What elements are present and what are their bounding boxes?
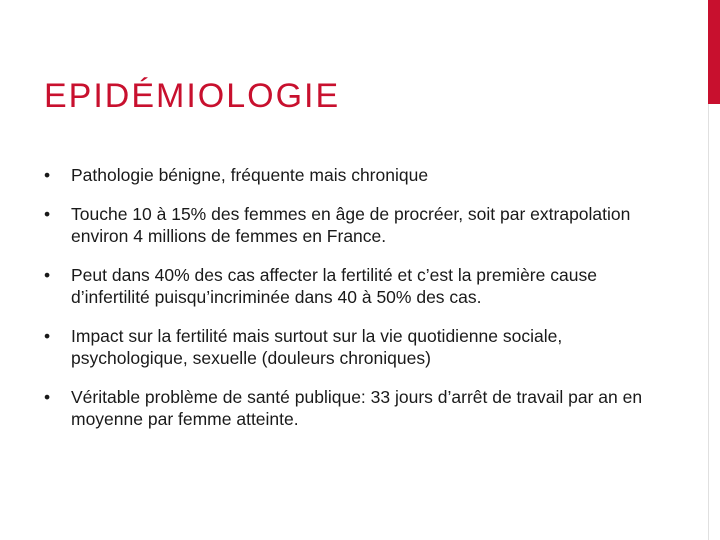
bullet-text: Pathologie bénigne, fréquente mais chronique (71, 165, 429, 185)
bullet-dot-icon: • (44, 204, 51, 224)
bullet-item (44, 325, 644, 369)
bullet-dot-icon: • (44, 265, 51, 285)
accent-bar (708, 0, 720, 104)
bullet-text: Peut dans 40% des cas affecter la fertilité et c’est la première cause d’infertilité puisqu’incriminée dans 40 à 50% des cas. (71, 265, 597, 307)
bullet-dot-icon: • (44, 387, 51, 407)
bullet-item (44, 386, 644, 430)
bullet-item (44, 203, 644, 247)
bullet-text: Touche 10 à 15% des femmes en âge de procréer, soit par extrapolation environ 4 millions de femmes en France. (71, 204, 631, 246)
bullet-item (44, 264, 644, 308)
edge-divider (708, 104, 709, 540)
bullet-text: Impact sur la fertilité mais surtout sur la vie quotidienne sociale, psychologique, sexuelle (douleurs chroniques) (71, 326, 563, 368)
slide-title: EPIDÉMIOLOGIE (44, 77, 341, 115)
bullet-dot-icon: • (44, 326, 51, 346)
bullet-text: Véritable problème de santé publique: 33 jours d’arrêt de travail par an en moyenne par femme atteinte. (71, 387, 643, 429)
bullet-list (44, 164, 644, 447)
bullet-dot-icon: • (44, 165, 51, 185)
bullet-item (44, 164, 644, 186)
